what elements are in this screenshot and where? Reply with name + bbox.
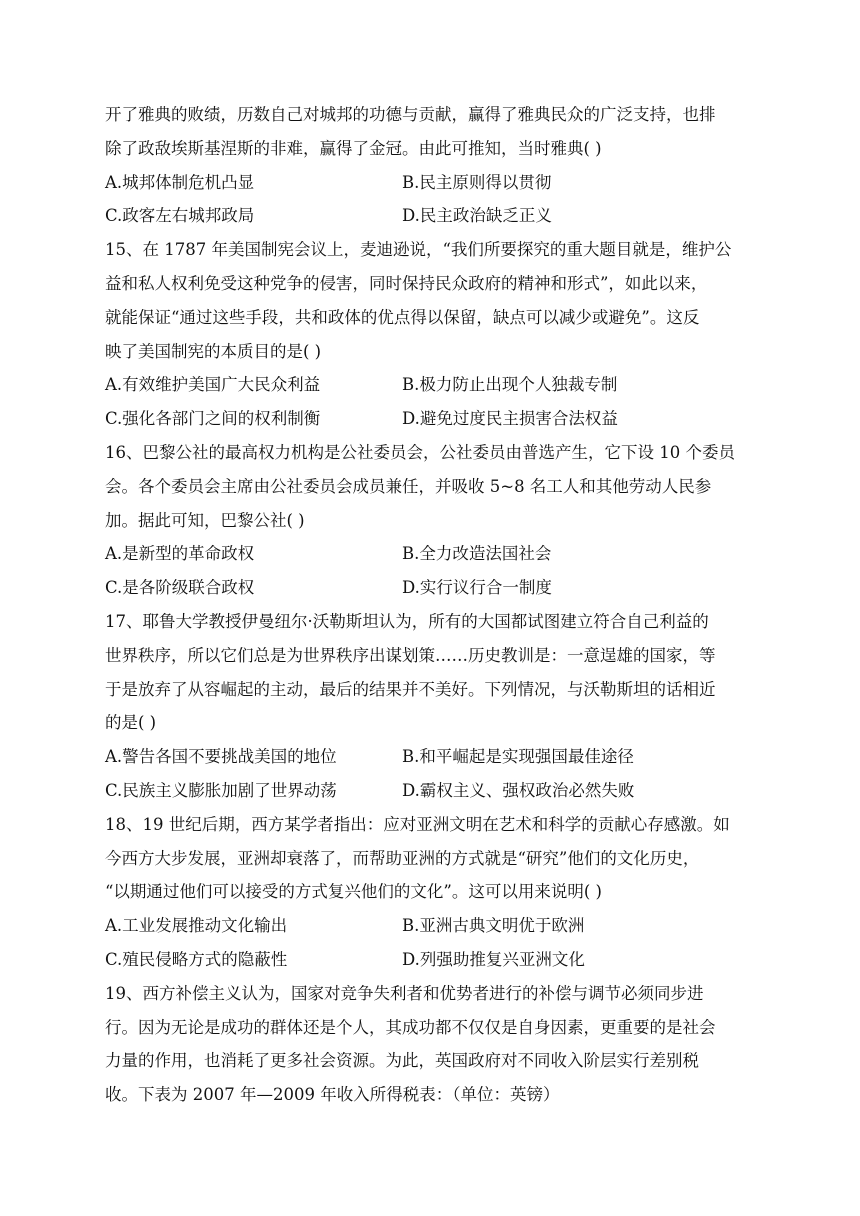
options-row	[105, 402, 757, 436]
option-d[interactable]: D.实行议行合一制度	[402, 578, 552, 598]
options-row	[105, 166, 757, 200]
question-16	[105, 436, 757, 605]
option-a[interactable]: A.有效维护美国广大民众利益	[105, 375, 321, 395]
option-d[interactable]: D.民主政治缺乏正义	[402, 206, 552, 226]
options-row	[105, 199, 757, 233]
question-14	[105, 98, 757, 233]
question-text-line: 益和私人权利免受这种党争的侵害，同时保持民众政府的精神和形式”，如此以来，	[105, 273, 708, 293]
question-text-line: 映了美国制宪的本质目的是( )	[105, 341, 322, 361]
option-c[interactable]: C.是各阶级联合政权	[105, 578, 255, 598]
option-c[interactable]: C.殖民侵略方式的隐蔽性	[105, 949, 288, 969]
option-c[interactable]: C.民族主义膨胀加剧了世界动荡	[105, 780, 337, 800]
question-text-line: 会。各个委员会主席由公社委员会成员兼任，并吸收 5~8 名工人和其他劳动人民参	[105, 476, 712, 496]
option-a[interactable]: A.警告各国不要挑战美国的地位	[105, 747, 337, 767]
question-text-line: “以期通过他们可以接受的方式复兴他们的文化”。这可以用来说明( )	[105, 882, 602, 902]
exam-page	[105, 98, 757, 1112]
option-a[interactable]: A.城邦体制危机凸显	[105, 172, 255, 192]
question-19	[105, 977, 757, 1112]
option-b[interactable]: B.亚洲古典文明优于欧洲	[402, 916, 585, 936]
question-18	[105, 808, 757, 977]
option-b[interactable]: B.民主原则得以贯彻	[402, 172, 552, 192]
question-text-line: 16、巴黎公社的最高权力机构是公社委员会，公社委员由普选产生，它下设 10 个委员	[105, 442, 735, 462]
question-text-line: 除了政敌埃斯基涅斯的非难，赢得了金冠。由此可推知，当时雅典( )	[105, 138, 602, 158]
options-row	[105, 943, 757, 977]
option-d[interactable]: D.列强助推复兴亚洲文化	[402, 949, 585, 969]
question-text-line: 18、19 世纪后期，西方某学者指出：应对亚洲文明在艺术和科学的贡献心存感激。如	[105, 814, 730, 834]
option-d[interactable]: D.霸权主义、强权政治必然失败	[402, 780, 635, 800]
option-b[interactable]: B.和平崛起是实现强国最佳途径	[402, 747, 634, 767]
options-row	[105, 774, 757, 808]
question-text-line: 行。因为无论是成功的群体还是个人，其成功都不仅仅是自身因素，更重要的是社会	[105, 1017, 716, 1037]
question-text-line: 收。下表为 2007 年—2009 年收入所得税表：（单位：英镑）	[105, 1085, 560, 1105]
option-b[interactable]: B.全力改造法国社会	[402, 544, 552, 564]
question-text-line: 开了雅典的败绩，历数自己对城邦的功德与贡献，赢得了雅典民众的广泛支持，也排	[105, 105, 716, 124]
option-a[interactable]: A.工业发展推动文化输出	[105, 916, 288, 936]
question-text-line: 世界秩序，所以它们总是为世界秩序出谋划策……历史教训是：一意逞雄的国家，等	[105, 645, 716, 665]
question-text-line: 17、耶鲁大学教授伊曼纽尔·沃勒斯坦认为，所有的大国都试图建立符合自己利益的	[105, 611, 709, 631]
question-text-line: 15、在 1787 年美国制宪会议上，麦迪逊说，“我们所要探究的重大题目就是，维护公	[105, 240, 732, 260]
option-c[interactable]: C.政客左右城邦政局	[105, 206, 255, 226]
option-c[interactable]: C.强化各部门之间的权利制衡	[105, 409, 321, 429]
options-row	[105, 537, 757, 571]
question-text-line: 的是( )	[105, 713, 157, 733]
question-17	[105, 605, 757, 808]
question-text-line: 加。据此可知，巴黎公社( )	[105, 510, 305, 530]
options-row	[105, 368, 757, 402]
question-text-line: 就能保证“通过这些手段，共和政体的优点得以保留，缺点可以减少或避免”。这反	[105, 307, 700, 327]
options-row	[105, 571, 757, 605]
question-text-line: 今西方大步发展，亚洲却衰落了，而帮助亚洲的方式就是“研究”他们的文化历史，	[105, 848, 700, 868]
question-15	[105, 233, 757, 436]
option-b[interactable]: B.极力防止出现个人独裁专制	[402, 375, 618, 395]
option-d[interactable]: D.避免过度民主损害合法权益	[402, 409, 618, 429]
question-text-line: 19、西方补偿主义认为，国家对竞争失利者和优势者进行的补偿与调节必须同步进	[105, 983, 704, 1003]
question-text-line: 力量的作用，也消耗了更多社会资源。为此，英国政府对不同收入阶层实行差别税	[105, 1051, 699, 1071]
options-row	[105, 740, 757, 774]
option-a[interactable]: A.是新型的革命政权	[105, 544, 255, 564]
options-row	[105, 909, 757, 943]
question-text-line: 于是放弃了从容崛起的主动，最后的结果并不美好。下列情况，与沃勒斯坦的话相近	[105, 679, 716, 699]
